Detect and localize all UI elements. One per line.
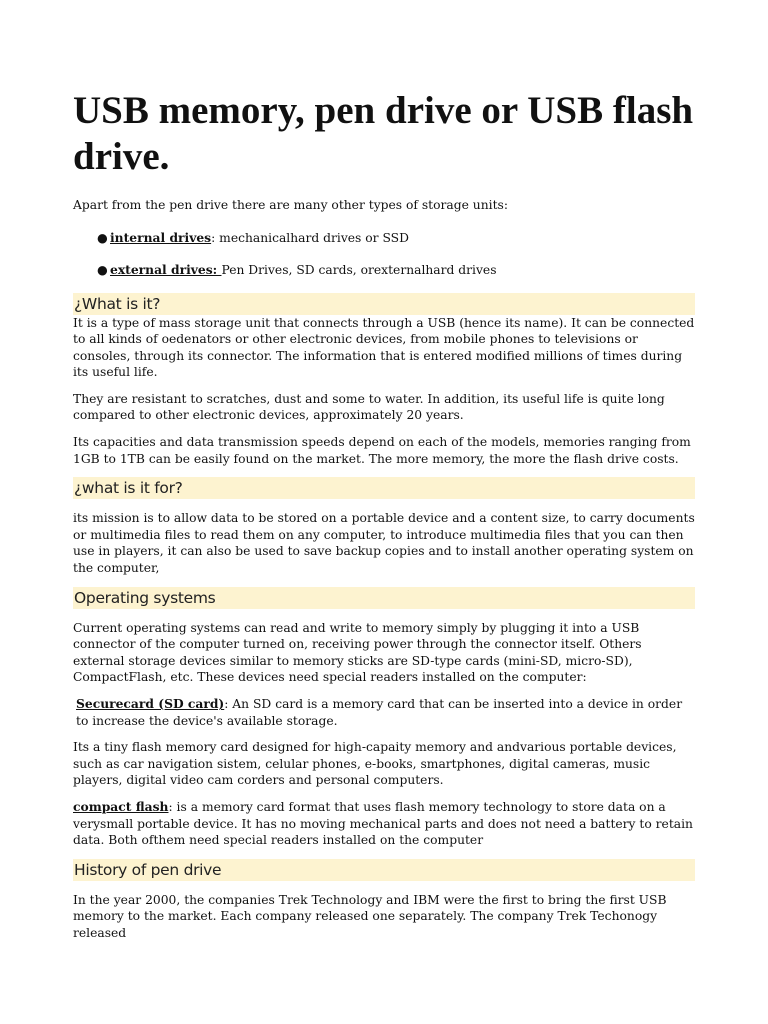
storage-types-list bbox=[73, 230, 695, 279]
sd-card-text: : An SD card is a memory card that can be inserted into a device in order to increase the device's available storage. bbox=[76, 697, 683, 728]
compact-flash-term: compact flash bbox=[73, 798, 169, 814]
section-heading-os: Operating systems bbox=[73, 587, 695, 609]
for-paragraph-1: its mission is to allow data to be stored on a portable device and a content size, to carry documents or multimedia files to read them on any computer, to introduce multimedia files that you can then use in players, it can also be used to save backup copies and to install another operating system on the computer, bbox=[73, 511, 695, 576]
document-content bbox=[73, 88, 695, 942]
sd-card-term: Securecard (SD card) bbox=[76, 696, 225, 711]
section-heading-for: ¿what is it for? bbox=[73, 477, 695, 499]
what-paragraph-2: They are resistant to scratches, dust and some to water. In addition, its useful life is quite long compared to other electronic devices, approximately 20 years. bbox=[73, 391, 665, 423]
bullet-icon: ● bbox=[97, 263, 108, 277]
os-paragraph-3: Its a tiny flash memory card designed for high-capaity memory and andvarious portable devices, such as car navigation sistem, celular phones, e-books, smartphones, digital cameras, music players, digital video cam corders and personal computers. bbox=[73, 740, 677, 788]
document-title: USB memory, pen drive or USB flash drive. bbox=[73, 89, 694, 178]
what-paragraph-3: Its capacities and data transmission speeds depend on each of the models, memories ranging from 1GB to 1TB can be easily found on the market. The more memory, the more the flash drive costs. bbox=[73, 435, 691, 466]
list-item bbox=[73, 262, 695, 279]
compact-flash-text: : is a memory card format that uses flash memory technology to store data on a verysmall portable device. It has no moving mechanical parts and does not need a battery to retain data. Both ofthem need special readers installed on the computer bbox=[73, 799, 693, 848]
section-heading-what: ¿What is it? bbox=[73, 293, 695, 315]
section-heading-history: History of pen drive bbox=[73, 859, 695, 881]
what-paragraph-1: It is a type of mass storage unit that connects through a USB (hence its name). It can be connected to all kinds of oedenators or other electronic devices, from mobile phones to televisions or consoles, through its connector. The information that is entered modified millions of times during its useful life. bbox=[73, 315, 695, 380]
list-item-term: external drives: bbox=[110, 262, 222, 277]
history-paragraph-1: In the year 2000, the companies Trek Technology and IBM were the first to bring the first USB memory to the market. Each company released one separately. The company Trek Techonogy released bbox=[73, 892, 667, 940]
os-paragraph-1: Current operating systems can read and write to memory simply by plugging it into a USB connector of the computer turned on, receiving power through the connector itself. Others external storage devices similar to memory sticks are SD-type cards (mini-SD, micro-SD), CompactFlash, etc. These devices need special readers installed on the computer: bbox=[73, 620, 642, 685]
list-item bbox=[73, 230, 695, 247]
intro-paragraph: Apart from the pen drive there are many other types of storage units: bbox=[73, 198, 508, 212]
list-item-term: internal drives bbox=[110, 229, 212, 245]
os-paragraph-sd bbox=[73, 696, 695, 729]
os-paragraph-cf bbox=[73, 799, 695, 849]
bullet-icon: ● bbox=[97, 230, 108, 245]
list-item-text: : mechanicalhard drives or SSD bbox=[211, 230, 409, 245]
list-item-text: Pen Drives, SD cards, orexternalhard drives bbox=[221, 263, 497, 277]
